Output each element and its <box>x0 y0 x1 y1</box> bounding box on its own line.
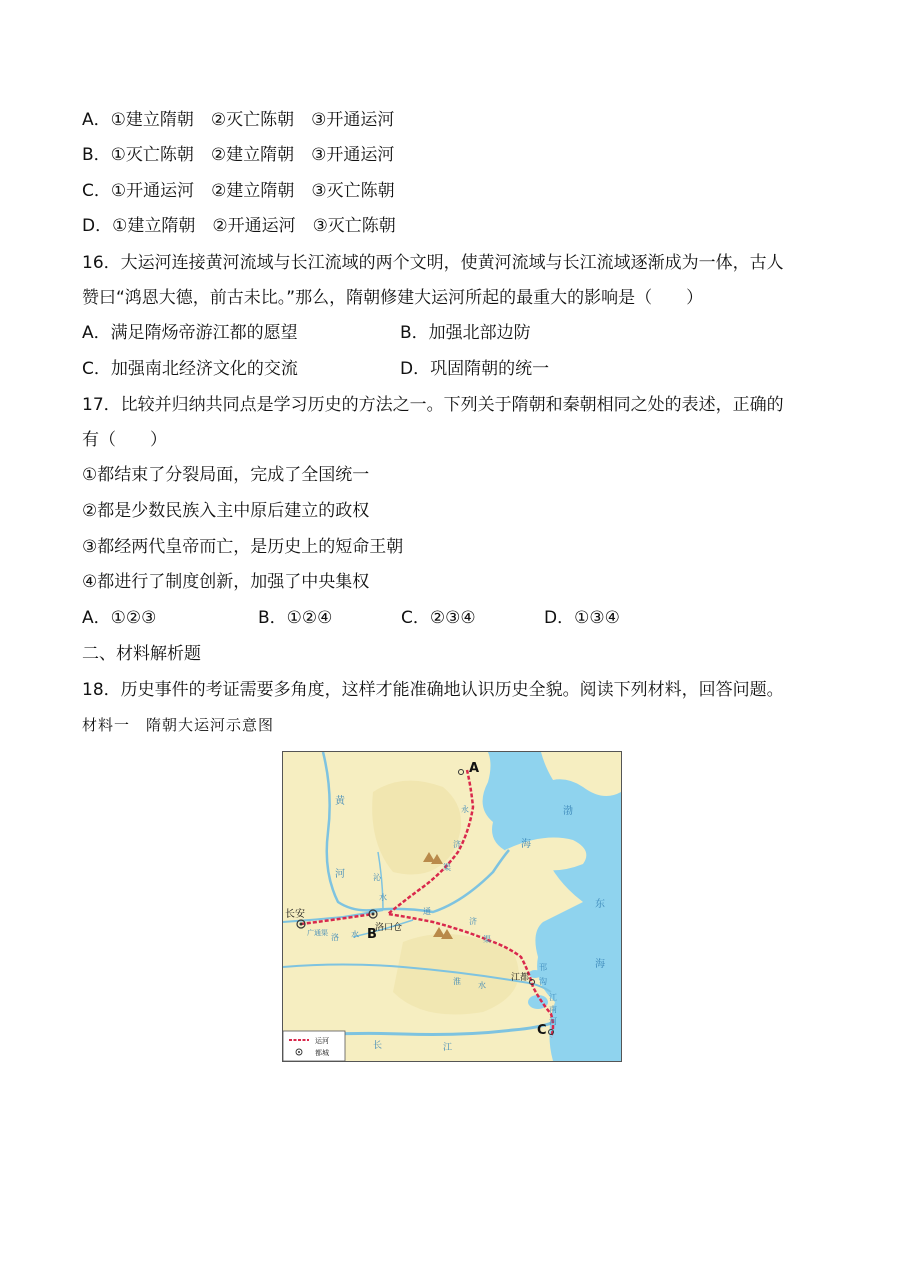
label-donghai-1: 东 <box>595 899 605 910</box>
city-label-luokoucang: 洛口仓 <box>375 923 403 933</box>
section2-heading: 二、材料解析题 <box>82 644 201 664</box>
legend-canal-label: 运河 <box>315 1037 329 1045</box>
label-hangou-2: 沟 <box>539 977 547 986</box>
q15-option-a: A．①建立隋朝 ②灭亡陈朝 ③开通运河 <box>82 110 395 130</box>
q16-option-b: B．加强北部边防 <box>400 323 531 343</box>
q17-option-b: B．①②④ <box>258 608 333 628</box>
luoyang-capital-icon-dot <box>372 913 375 916</box>
q17-statement-1: ①都结束了分裂局面，完成了全国统一 <box>82 465 370 485</box>
q17-option-d: D．①③④ <box>544 608 620 628</box>
q15-option-c: C．①开通运河 ②建立隋朝 ③灭亡陈朝 <box>82 181 395 201</box>
label-huanghe-2: 河 <box>335 869 345 880</box>
q17-option-a: A．①②③ <box>82 608 157 628</box>
q17-stem-line2: 有（ ） <box>82 430 167 450</box>
q17-statement-2: ②都是少数民族入主中原后建立的政权 <box>82 501 370 521</box>
label-donghai-2: 海 <box>595 959 605 970</box>
label-yongji-2: 济 <box>453 840 461 849</box>
label-bohai-1: 渤 <box>563 806 573 817</box>
q15-option-b: B．①灭亡陈朝 ②建立隋朝 ③开通运河 <box>82 145 395 165</box>
q16-option-c: C．加强南北经济文化的交流 <box>82 359 298 379</box>
q16-option-a: A．满足隋炀帝游江都的愿望 <box>82 323 298 343</box>
label-qinshui-2: 水 <box>379 893 387 902</box>
label-tongji-2: 济 <box>469 917 477 926</box>
map-point-c: C <box>537 1023 547 1038</box>
q17-statement-3: ③都经两代皇帝而亡，是历史上的短命王朝 <box>82 537 404 557</box>
map-legend <box>283 1031 345 1061</box>
label-tongji-1: 通 <box>423 907 431 916</box>
label-hangou-1: 邗 <box>539 963 547 972</box>
label-huaishui-2: 水 <box>478 981 486 990</box>
label-jiangnanhe-2: 南 <box>549 1005 557 1014</box>
label-qinshui-1: 沁 <box>373 873 381 882</box>
label-huanghe-1: 黄 <box>335 796 345 807</box>
label-changjiang-1: 长 <box>373 1041 383 1051</box>
q17-statement-4: ④都进行了制度创新，加强了中央集权 <box>82 572 370 592</box>
q18-stem: 18．历史事件的考证需要多角度，这样才能准确地认识历史全貌。阅读下列材料，回答问题。 <box>82 680 784 700</box>
label-luoshui-1: 洛 <box>331 933 339 942</box>
label-bohai-2: 海 <box>521 839 531 850</box>
map-svg <box>283 752 621 1061</box>
map-point-a: A <box>469 761 480 776</box>
label-jiangnanhe-3: 河 <box>549 1017 557 1026</box>
material1-caption: 材料一 隋朝大运河示意图 <box>82 716 275 734</box>
q16-stem-line2: 赞曰“鸿恩大德，前古未比。”那么，隋朝修建大运河所起的最重大的影响是（ ） <box>82 288 704 308</box>
label-guangtongqu: 广通渠 <box>307 929 328 937</box>
label-huaishui-1: 淮 <box>453 977 461 986</box>
grand-canal-map <box>282 751 622 1062</box>
label-yongji-1: 永 <box>461 805 469 814</box>
city-label-jiangdu: 江都 <box>511 973 530 983</box>
relief-shading-2 <box>393 934 519 1015</box>
label-jiangnanhe-1: 江 <box>549 993 557 1002</box>
map-point-b: B <box>367 927 377 942</box>
city-label-changan: 长安 <box>285 909 305 920</box>
q16-option-d: D．巩固隋朝的统一 <box>400 359 550 379</box>
legend-capital-icon-dot <box>298 1051 300 1053</box>
q17-stem-line1: 17．比较并归纳共同点是学习历史的方法之一。下列关于隋朝和秦朝相同之处的表述，正确的 <box>82 395 784 415</box>
label-tongji-3: 渠 <box>483 935 491 944</box>
changan-capital-icon-dot <box>300 923 303 926</box>
q17-option-c: C．②③④ <box>401 608 476 628</box>
label-changjiang-2: 江 <box>443 1043 453 1053</box>
q15-option-d: D．①建立隋朝 ②开通运河 ③灭亡陈朝 <box>82 216 396 236</box>
legend-capital-label: 都城 <box>315 1049 329 1057</box>
label-luoshui-2: 水 <box>351 930 359 939</box>
q16-stem-line1: 16．大运河连接黄河流域与长江流域的两个文明，使黄河流域与长江流域逐渐成为一体，古人 <box>82 253 784 273</box>
label-yongji-3: 渠 <box>443 863 451 872</box>
